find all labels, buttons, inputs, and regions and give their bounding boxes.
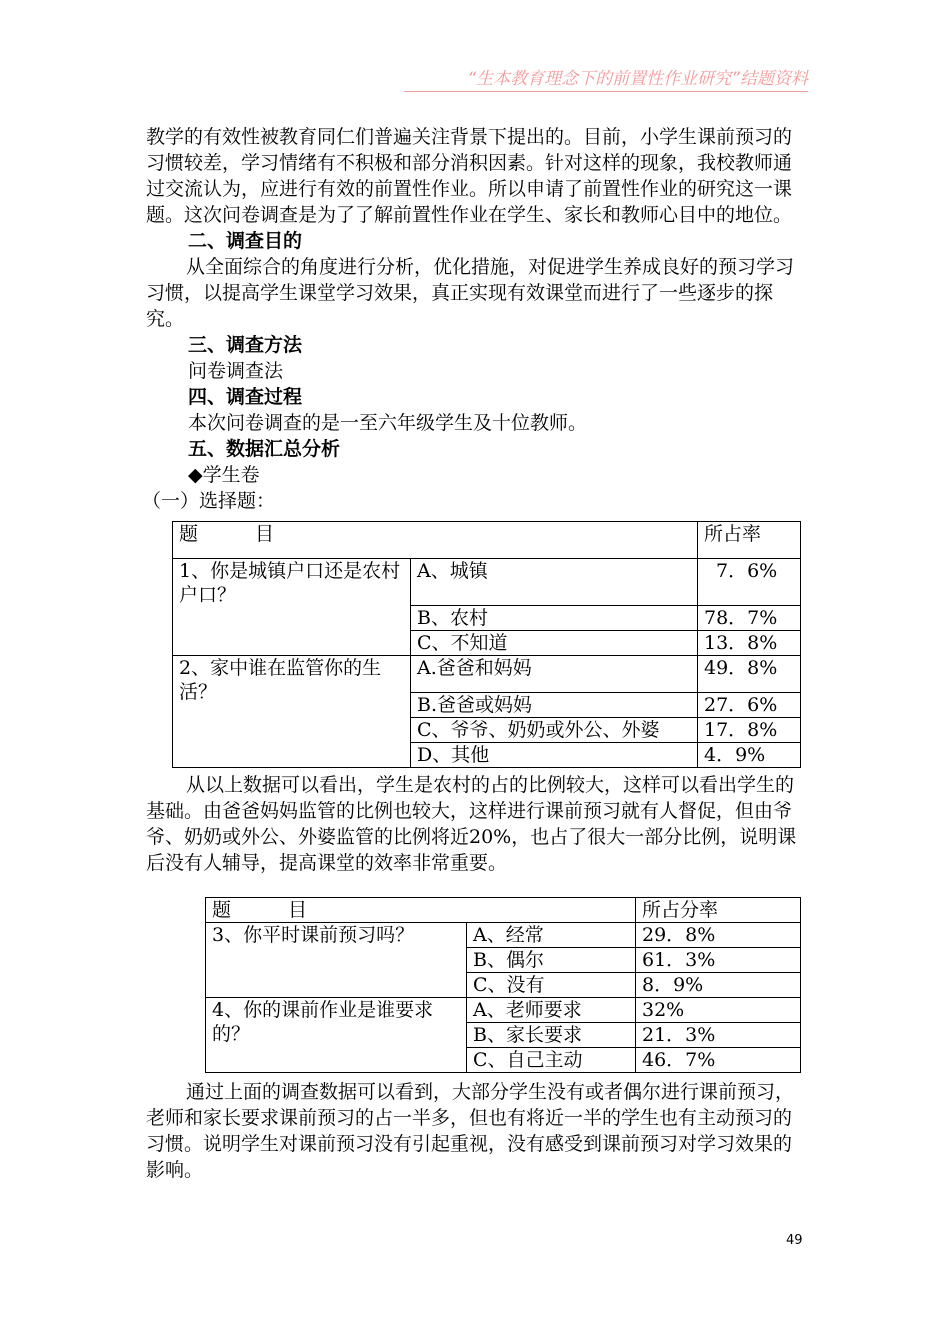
section3-title: 三、调查方法 xyxy=(188,334,303,356)
table-row xyxy=(173,559,801,606)
header-topic: 题 目 xyxy=(173,522,698,559)
header-title: “生本教育理念下的前置性作业研究”结题资料 xyxy=(404,64,808,92)
option: C、没有 xyxy=(467,973,636,998)
analysis-1: 从以上数据可以看出，学生是农村的占的比例较大，这样可以看出学生的基础。由爸爸妈妈监管的比例也较大，这样进行课前预习就有人督促，但由爷爷、奶奶或外公、外婆监管的比例将近20%，也占了很大一部分比例，说明课后没有人辅导，提高课堂的效率非常重要。 xyxy=(146,774,797,874)
option: B、偶尔 xyxy=(467,948,636,973)
header-rate: 所占率 xyxy=(698,522,801,559)
analysis-2: 通过上面的调查数据可以看到，大部分学生没有或者偶尔进行课前预习，老师和家长要求课前预习的占一半多，但也有将近一半的学生也有主动预习的习惯。说明学生对课前预习没有引起重视，没有感受到课前预习对学习效果的影响。 xyxy=(146,1081,795,1181)
rate: 29．8% xyxy=(636,923,801,948)
section5-title: 五、数据汇总分析 xyxy=(188,438,341,460)
body-section-2 xyxy=(146,772,810,876)
survey-table-1 xyxy=(172,521,801,768)
header-topic: 题 目 xyxy=(206,898,636,923)
table-header-row xyxy=(206,898,801,923)
rate: 21．3% xyxy=(636,1023,801,1048)
intro-paragraph: 教学的有效性被教育同仁们普遍关注背景下提出的。目前，小学生课前预习的习惯较差，学习情绪有不积极和部分消积因素。针对这样的现象，我校教师通过交流认为，应进行有效的前置性作业。所以申请了前置性作业的研究这一课题。这次问卷调查是为了了解前置性作业在学生、家长和教师心目中的地位。 xyxy=(146,126,793,226)
option: B、家长要求 xyxy=(467,1023,636,1048)
section2-title: 二、调查目的 xyxy=(188,230,303,252)
body-section-1 xyxy=(142,124,810,514)
section2-text: 从全面综合的角度进行分析，优化措施，对促进学生养成良好的预习学习习惯，以提高学生课堂学习效果，真正实现有效课堂而进行了一些逐步的探究。 xyxy=(146,256,795,330)
table-header-row xyxy=(173,522,801,559)
rate: 46．7% xyxy=(636,1048,801,1073)
question-2: 2、家中谁在监管你的生活？ xyxy=(173,656,411,768)
header-rate: 所占分率 xyxy=(636,898,801,923)
rate: 61．3% xyxy=(636,948,801,973)
rate: 13．8% xyxy=(698,631,801,656)
rate: 27．6% xyxy=(698,693,801,718)
rate: 7．6% xyxy=(698,559,801,606)
student-label: ◆学生卷 xyxy=(188,464,260,486)
table-row xyxy=(206,998,801,1023)
option: B.爸爸或妈妈 xyxy=(411,693,698,718)
rate: 17．8% xyxy=(698,718,801,743)
option: C、不知道 xyxy=(411,631,698,656)
section3-text: 问卷调查法 xyxy=(188,360,284,382)
question-1: 1、你是城镇户口还是农村户口？ xyxy=(173,559,411,656)
table-row xyxy=(173,656,801,693)
page-number: 49 xyxy=(786,1233,803,1248)
survey-table-2 xyxy=(205,897,801,1073)
body-section-3 xyxy=(146,1079,810,1183)
rate: 8．9% xyxy=(636,973,801,998)
section4-text: 本次问卷调查的是一至六年级学生及十位教师。 xyxy=(188,412,588,434)
option: D、其他 xyxy=(411,743,698,768)
rate: 49．8% xyxy=(698,656,801,693)
option: A、老师要求 xyxy=(467,998,636,1023)
question-3: 3、你平时课前预习吗？ xyxy=(206,923,467,998)
rate: 78．7% xyxy=(698,606,801,631)
choice-label: （一）选择题： xyxy=(142,490,276,512)
option: C、自己主动 xyxy=(467,1048,636,1073)
option: A.爸爸和妈妈 xyxy=(411,656,698,693)
option: B、农村 xyxy=(411,606,698,631)
rate: 4．9% xyxy=(698,743,801,768)
question-4: 4、你的课前作业是谁要求的？ xyxy=(206,998,467,1073)
option: A、城镇 xyxy=(411,559,698,606)
option: A、经常 xyxy=(467,923,636,948)
rate: 32% xyxy=(636,998,801,1023)
section4-title: 四、调查过程 xyxy=(188,386,303,408)
table-row xyxy=(206,923,801,948)
option: C、爷爷、奶奶或外公、外婆 xyxy=(411,718,698,743)
